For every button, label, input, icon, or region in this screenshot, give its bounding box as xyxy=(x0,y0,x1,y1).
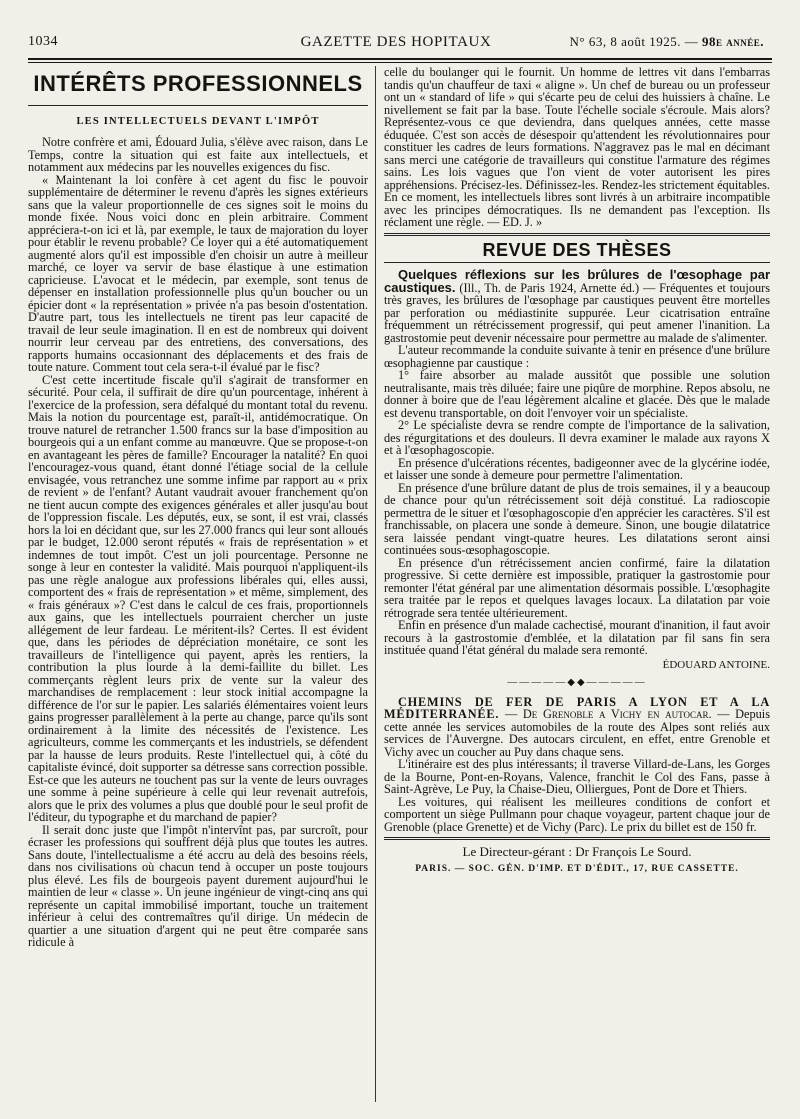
paragraph: L'auteur recommande la conduite suivante à tenir en présence d'une brûlure œsophagienne par caustique : xyxy=(384,343,770,370)
article-lead xyxy=(384,269,770,344)
paragraph: L'itinéraire est des plus intéressants; il traverse Villard-de-Lans, les Gorges de la Bourne, Pont-en-Royans, Valence, franchit le Col des Fans, passe à Saint-Agrève, Le Puy, la Chaise-Dieu, Olliergues, Pont de Dore et Thiers. xyxy=(384,757,770,796)
paragraph: Enfin en présence d'un malade cachectisé, mourant d'inanition, il faut avoir recours à la gastrostomie d'emblée, et la dilatation par fil sans fin sera instituée quand l'état général du malade sera remonté. xyxy=(384,618,770,657)
header-rule xyxy=(28,58,772,60)
ornament-divider: —————◆◆————— xyxy=(507,677,647,688)
journal-title: GAZETTE DES HOPITAUX xyxy=(300,34,492,50)
paragraph: Les voitures, qui réalisent les meilleures conditions de confort et comportent un siège Pullmann pour chaque voyageur, partent chaque jour de Grenoble (place Grenette) et de Vichy (Parc). Le prix du billet est de 150 fr. xyxy=(384,794,770,834)
page-number: 1034 xyxy=(28,34,58,49)
continued-paragraph xyxy=(384,66,770,229)
paragraph: Depuis cette année les services automobiles de la route des Alpes sont reliés aux services de l'Auvergne. Des autocars circulent, en effet, entre Grenoble et Vichy avec un coucher au Puy dans chaque sens. xyxy=(384,707,771,759)
paragraph: En présence d'un rétrécissement ancien confirmé, faire la dilatation progressive. Si cette dernière est impossible, pratiquer la gastrostomie pour remonter l'état général par une alimentation désormais possible. L'œsophagite sera traitée par le repos et quelques lavages locaux. La dilatation par voie rétrograde sera tentée ultérieurement. xyxy=(384,555,770,620)
paragraph: 1° faire absorber au malade aussitôt que possible une solution neutralisante, mais très diluée; faire une piqûre de morphine. Repos absolu, ne donner à boire que de l'eau légèrement alcaline et glacée. Dès que le malade est devenu transportable, on doit l'envoyer voir un spécialiste. xyxy=(384,368,770,420)
paragraph: Notre confrère et ami, Édouard Julia, s'élève avec raison, dans Le Temps, contre la situation qui est faite aux intellectuels, et notamment aux médecins par les nouvelles exigences du fisc. xyxy=(28,135,368,174)
rail-lead xyxy=(384,696,770,759)
paragraph: Il serait donc juste que l'impôt n'intervînt pas, par surcroît, pour écraser les professions qui souffrent déjà plus que toutes les autres. Sans doute, l'intellectualisme a été accru au delà des besoins réels, dans nos civilisations où chacun tend à occuper un poste toujours plus élevé. Les fils de bourgeois payent durement aujourd'hui le maintien de leur « classe ». Un jeune ingénieur de vingt-cinq ans qui représente un capital immobilisé important, touche un traitement inférieur à celui des contremaîtres qu'il dirige. Un médecin de quartier a une situation d'argent qui ne peut être comparée sans ridicule à xyxy=(28,822,368,949)
paragraph: 2° Le spécialiste devra se rendre compte de l'importance de la salivation, des régurgitations et des douleurs. Il devra examiner le malade aux rayons X et à l'œsophagoscopie. xyxy=(384,418,770,457)
header-rule-thin xyxy=(28,62,772,63)
year-label: 98e année. xyxy=(701,34,764,49)
rail-subheading: — De Grenoble a Vichy en autocar. — xyxy=(504,707,730,721)
page-header xyxy=(28,30,764,56)
issue-text: N° 63, 8 août 1925. — xyxy=(569,34,699,49)
continued-signature: ED. J. » xyxy=(502,215,543,229)
continued-text: celle du boulanger qui le fournit. Un homme de lettres vit dans l'embarras tandis qu'un chauffeur de taxi « aligne ». Un chef de bureau ou un professeur ont un « standard of life » qui s'écarte peu de celui des huissiers à chaîne. Le nivellement se fait par la base. Toute l'échelle sociale s'écroule. Mais alors? Représentez-vous ce que deviendra, dans quelques années, cette masse éduquée. C'est son accès de désespoir qu'attendent les révolutionnaires pour constituer les cadres de leurs formations. N'aggravez pas le mal en décimant sans merci une catégorie de travailleurs qui constitue l'armature des régimes sains. Les lois vagues que l'on vient de voter autorisent les pires appréhensions. Précisez-les. Définissez-les. Rendez-les strictement équitables. En ce moment, les intellectuels libres sont livrés à un arbitraire incompatible avec les principes démocratiques. Ils ne demandent pas l'exception. Ils réclament une règle. — xyxy=(384,65,770,229)
column-separator xyxy=(375,66,376,1102)
section-title-professional: INTÉRÊTS PROFESSIONNELS xyxy=(33,71,363,96)
issue-line xyxy=(570,34,764,50)
section-title-theses: REVUE DES THÈSES xyxy=(482,239,672,260)
article-title: Quelques réflexions sur les brûlures de l'œsophage par caustiques. xyxy=(384,267,770,295)
article-ref: (Ill., Th. de Paris 1924, Arnette éd.) — xyxy=(459,280,656,295)
paragraph: En présence d'une brûlure datant de plus de trois semaines, il y a beaucoup de chance pour qu'un rétrécissement soit déjà constitué. La radioscopie permettra de le situer et l'œsophagoscopie d'en apprécier les caractères. S'il est franchissable, on placera une sonde à demeure. Sinon, une bougie dilatatrice sera laissée pendant vingt-quatre heures. Les dilatations seront ainsi continuées sous-œsophagoscopie. xyxy=(384,480,770,557)
section-rule xyxy=(28,105,368,106)
right-column xyxy=(384,66,770,875)
section-rule xyxy=(384,262,770,263)
paragraph: C'est cette incertitude fiscale qu'il s'agirait de transformer en sécurité. Pour cela, il suffirait de dire qu'un pourcentage, inhérent à l'exercice de la profession, sera défalqué du montant total du revenu. Mais la notion du pourcentage est, paraît-il, antidémocratique. On trouve naturel de retrancher 1.500 francs sur la base d'imposition au bourgeois qui a un enfant comme au manœuvre. Que se propose-t-on en avantageant les pères de famille? Encourager la natalité? En quoi l'encouragez-vous quand, étant donné l'étiage social de la cellule envisagée, vous retranchez une somme infime par rapport au « prix de revient » de l'enfant? Autant vaudrait avouer franchement qu'on ne tient aucun compte des exigences générales et aller jusqu'au bout de l'oppression fiscale. Les députés, eux, se sont, il est vrai, classés hors la loi en décidant que, sur les 27.000 francs qui leur sont alloués par le budget, 12.000 seront réputés « frais de représentation » et indemnes de tout impôt. C'est un joli pourcentage. Personne ne songe à leur en contester la validité. Mais pourquoi n'appliquent-ils pas une règle analogue aux professions libérales qui, elles aussi, comportent des « frais de représentation » et même, simplement, des « frais généraux »? C'est dans le calcul de ces frais, proportionnels aux gains, que les intellectuels pourraient chercher un juste allégement de leur fardeau. Le méritent-ils? Certes. Il est évident que, dans les périodes de dépréciation monétaire, ce sont les travailleurs de l'intelligence qui payent, après les rentiers, la contribution la plus lourde à la demi-faillite du billet. Les commerçants règlent leurs prix de vente sur la valeur des marchandises de remplacement : leur stock initial accompagne la différence de l'or sur le papier. Les salariés élémentaires voient leurs gains progresser parallèlement à la perte au change, parce qu'ils sont ordinairement à la limite des nécessités de l'existence. Les agriculteurs, comme les commerçants et les industriels, se défendent par la hausse de leurs produits. Reste l'intellectuel qui, à côté du capitaliste évincé, doit supporter sa détresse sans correction possible. Est-ce que les auteurs ne touchent pas sur la vente de leurs ouvrages une somme à peine supérieure à celle qui leur revenait autrefois, alors que le prix des volumes a plus que doublé pour le seul profit de l'éditeur, du typographe et du marchand de papier? xyxy=(28,372,368,824)
paragraph: En présence d'ulcérations récentes, badigeonner avec de la glycérine iodée, et laisser une sonde à demeure pour permettre l'alimentation. xyxy=(384,455,770,482)
paragraph: Fréquentes et toujours très graves, les brûlures de l'œsophage par caustiques peuvent être mortelles par perforation ou médiastinite suppurée. Leur cicatrisation entraîne fréquemment un rétrécissement progressif, qui peut amener l'inanition. La gastrostomie peut devenir nécessaire pour permettre au malade de s'alimenter. xyxy=(384,280,771,345)
printer-line: PARIS. — SOC. GÉN. D'IMP. ET D'ÉDIT., 17, RUE CASSETTE. xyxy=(415,863,739,874)
rail-heading: CHEMINS DE FER DE PARIS A LYON ET A LA MÉDITERRANÉE. xyxy=(384,694,770,721)
footer-rule xyxy=(384,837,770,840)
article-signature: ÉDOUARD ANTOINE. xyxy=(662,658,770,671)
left-column xyxy=(28,66,368,949)
paragraph: « Maintenant la loi confère à cet agent du fisc le pouvoir supplémentaire de déterminer le revenu d'après les signes extérieurs sans que la valeur proportionnelle de ces signes soit le moins du monde fixée. Nous voici donc en plein arbitraire. Comment appréciera-t-on ici et là, par exemple, le taux de majoration du loyer pour établir le revenu probable? Ce loyer qui a été automatiquement augmenté alors qu'il est impossible d'en choisir un autre à meilleur marché, ce loyer va servir de base élastique à une estimation capricieuse. L'avocat et le médecin, par exemple, sont tenus de dépenser en installation professionnelle plus qu'un boucher ou un épicier dont « la représentation » privée n'a pas besoin d'ostentation. D'autre part, tous les intellectuels ne tirent pas leur capacité de travail de leur seule imagination. Il en est de nombreux qui doivent nourrir leur cerveau par des entretiens, des conversations, des rapports humains occasionnant des déplacements et des frais de toute nature. Comment tout cela sera-t-il évalué par le fisc? xyxy=(28,172,368,374)
section-rule xyxy=(384,233,770,236)
article-subtitle: LES INTELLECTUELS DEVANT L'IMPÔT xyxy=(76,115,320,127)
director-line: Le Directeur-gérant : Dr François Le Sourd. xyxy=(462,844,692,859)
